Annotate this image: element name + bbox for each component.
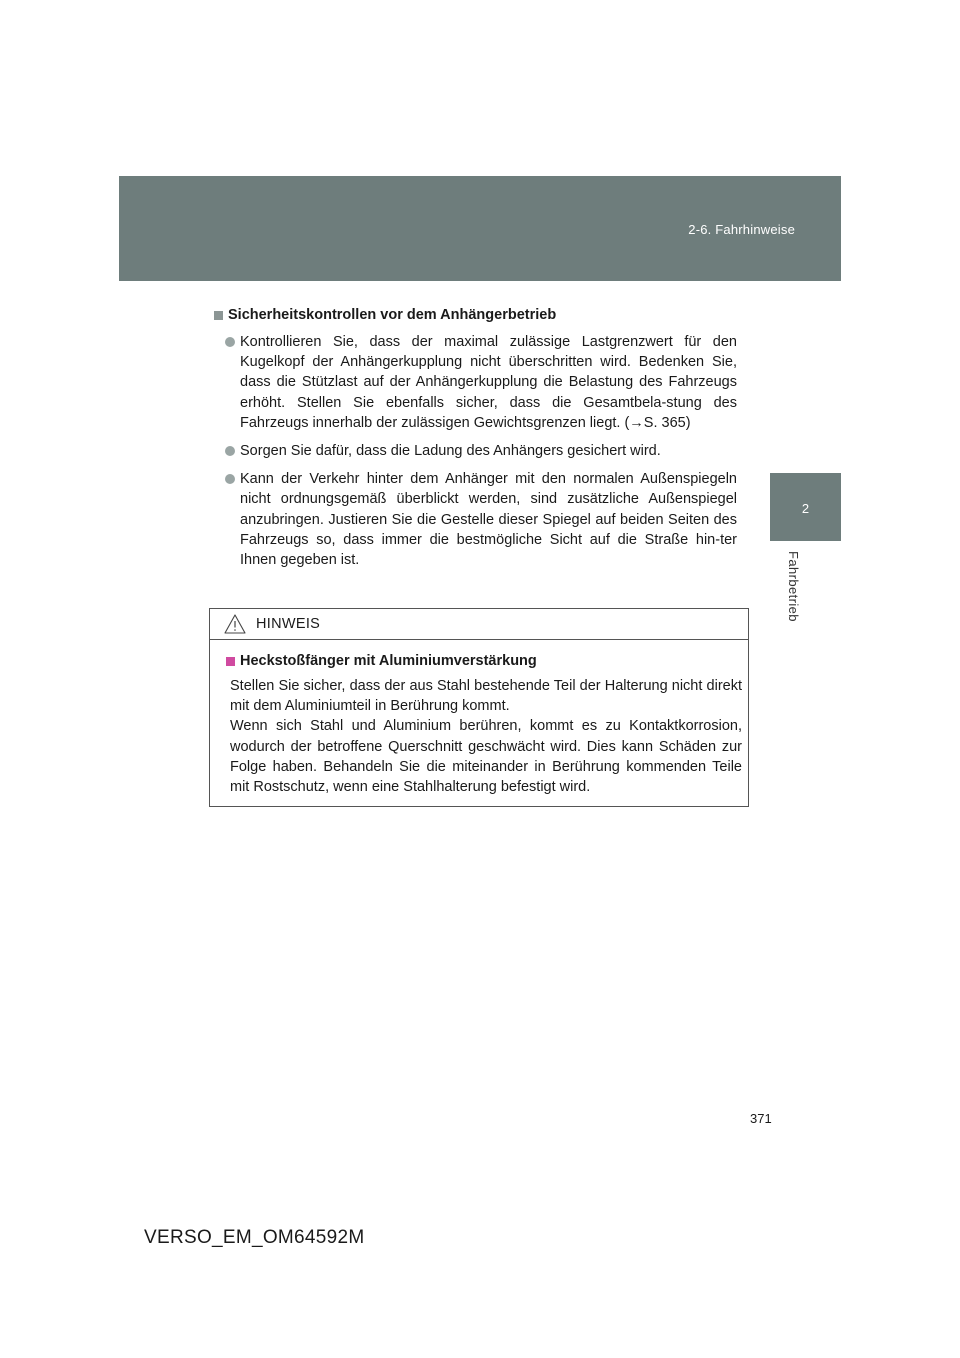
square-bullet-icon: [214, 311, 223, 320]
notice-body: [210, 640, 748, 797]
notice-title: HINWEIS: [256, 616, 321, 632]
header-section-title: 2-6. Fahrhinweise: [688, 222, 795, 237]
section-heading-text: Sicherheitskontrollen vor dem Anhängerbetrieb: [228, 307, 557, 323]
circle-bullet-icon: [225, 446, 235, 456]
page-number: 371: [750, 1111, 772, 1126]
notice-paragraph: Stellen Sie sicher, dass der aus Stahl bestehende Teil der Halterung nicht direkt mit dem Aluminiumteil in Berührung kommt.: [230, 678, 742, 715]
square-bullet-icon: [226, 657, 235, 666]
warning-triangle-icon: [224, 614, 246, 634]
chapter-tab-number: 2: [801, 501, 810, 516]
header-band: [119, 176, 841, 281]
circle-bullet-icon: [225, 474, 235, 484]
circle-bullet-icon: [225, 337, 235, 347]
list-item: [225, 469, 737, 570]
chapter-tab-label: Fahrbetrieb: [786, 551, 801, 622]
list-item-text: Kontrollieren Sie, dass der maximal zulässige Lastgrenzwert für den Kugelkopf der Anhängerkupplung nicht überschritten wird. Bedenken Sie, dass die Stützlast auf der Anhängerkupplung die Belastung des Fahrzeugs erhöht. Stellen Sie ebenfalls sicher, dass die Gesamtbela-stung des Fahrzeugs innerhalb der zulässigen Gewichtsgrenzen liegt. (→S. 365): [240, 334, 737, 431]
notice-header: [210, 609, 748, 640]
list-item-text: Kann der Verkehr hinter dem Anhänger mit den normalen Außenspiegeln nicht ordnungsgemäß überblickt werden, sind zusätzliche Außenspiegel anzubringen. Justieren Sie die Gestelle dieser Spiegel auf beiden Seiten des Fahrzeugs so, dass immer die bestmögliche Sicht auf die Straße hin-ter Ihnen gegeben ist.: [240, 471, 737, 569]
notice-paragraph: Wenn sich Stahl und Aluminium berühren, kommt es zu Kontaktkorrosion, wodurch der betroffene Querschnitt geschwächt wird. Dies kann Schäden zur Folge haben. Behandeln Sie die miteinander in Berührung kommenden Teile mit Rostschutz, wenn eine Stahlhalterung befestigt wird.: [230, 718, 742, 796]
main-content: [214, 307, 737, 578]
chapter-tab: [770, 473, 841, 541]
list-item: [225, 332, 737, 433]
list-item-text: Sorgen Sie dafür, dass die Ladung des Anhängers gesichert wird.: [240, 443, 661, 460]
list-item: [225, 441, 737, 461]
notice-subheading: [226, 653, 742, 669]
document-code: VERSO_EM_OM64592M: [144, 1227, 365, 1248]
notice-subheading-text: Heckstoßfänger mit Aluminiumverstärkung: [240, 653, 537, 669]
section-heading: [214, 307, 737, 323]
bullet-list: [214, 332, 737, 570]
notice-box: [209, 608, 749, 807]
